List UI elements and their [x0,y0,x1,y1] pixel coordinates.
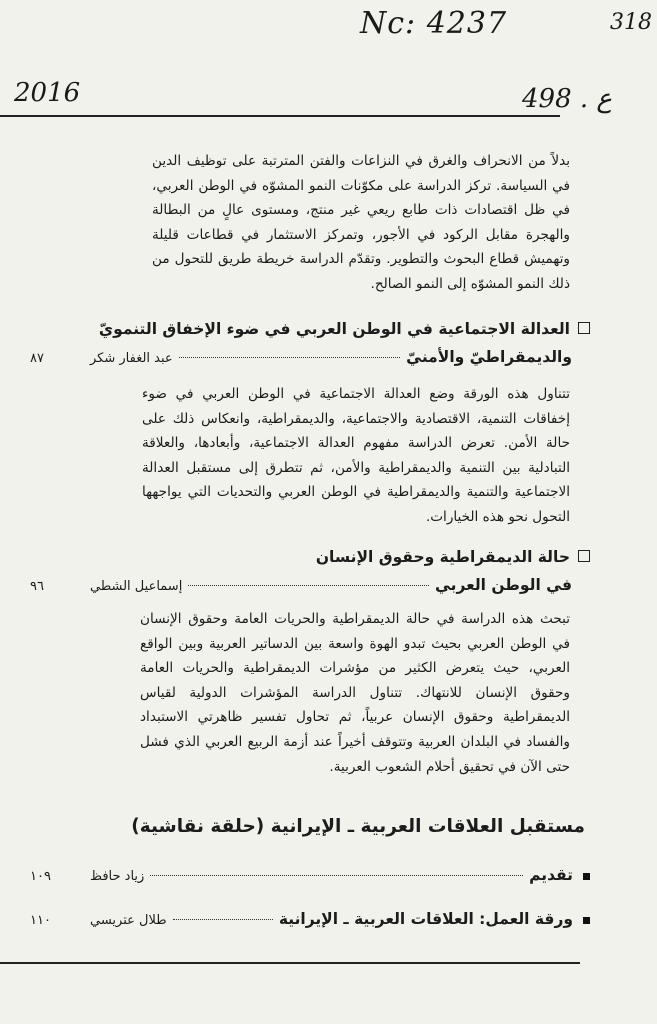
handwritten-page-number: 318 [610,10,652,35]
entry-author: عبد الغفار شكر [90,351,173,366]
entry-page: ٨٧ [30,351,44,366]
leader-dots [150,875,523,876]
toc-entry-social-justice [30,320,590,376]
checkbox-icon [578,322,590,334]
entry-author: زياد حافظ [90,869,145,884]
entry-title-line [30,548,590,576]
entry-author: إسماعيل الشطي [90,579,183,594]
entry-title-line [30,348,590,376]
entry-abstract: تتناول هذه الورقة وضع العدالة الاجتماعية في الوطن العربي في ضوء إخفاقات التنمية، الاقتصادية والاجتماعية، والديمقراطية، وانعكاس ذلك على حالة الأمن. تعرض الدراسة مفهوم العدالة الاجتماعية، وأبعادها، والعلاقة التبادلية بين التنمية والديمقراطية والأمن، ثم تتطرق إلى مستقبل العدالة الاجتماعية والتنمية والديمقراطية في الوطن العربي والتحديات التي يواجهها التحول نحو هذه الخيارات. [142,386,570,525]
top-rule [0,115,560,117]
entry-title-continued: في الوطن العربي [434,576,572,594]
entry-title-continued: والديمقراطيّ والأمنيّ [406,348,572,366]
leader-dots [173,919,273,920]
toc-entry-introduction [30,866,590,894]
entry-title-line [30,320,590,348]
entry-page: ١١٠ [30,913,51,928]
leader-dots [188,585,429,586]
entry-page: ١٠٩ [30,869,51,884]
toc-entry-working-paper [30,910,590,938]
handwritten-year: 2016 [14,78,81,108]
section-heading: مستقبل العلاقات العربية ـ الإيرانية (حلقة نقاشية) [131,816,585,837]
entry-page: ٩٦ [30,579,44,594]
entry-title-line [30,910,590,938]
toc-entry-democracy [30,548,590,604]
intro-paragraph: بدلاً من الانحراف والغرق في النزاعات والفتن المترتبة على توظيف الدين في السياسة. تركز الدراسة على مكوّنات النمو المشوّه في الوطن العربي، في ظل اقتصادات ذات طابع ريعي غير منتج، ومستوى عالٍ من البطالة والهجرة مقابل الركود في الأجور، وتمركز الاستثمار في قطاعات قليلة وتهميش قطاع البحوث والتطوير. وتقدّم الدراسة خريطة طريق للتحول من ذلك النمو المشوّه إلى النمو الصالح. [152,153,570,292]
handwritten-code: 498 . ع [522,84,612,114]
entry-title-line [30,866,590,894]
entry-abstract: تبحث هذه الدراسة في حالة الديمقراطية والحريات العامة وحقوق الإنسان في الوطن العربي بحيث تبدو الهوة واسعة بين الدساتير العربية وبين الواقع العربي، حيث يتعرض الكثير من مؤشرات الديمقراطية والحريات العامة وحقوق الإنسان للانتهاك. تتناول الدراسة المؤشرات الدولية لقياس الديمقراطية وحقوق الإنسان عربياً، ثم تحاول تفسير ظاهرتي الاستبداد والفساد في البلدان العربية وتتوقف أخيراً عند أزمة الربيع العربي الذي فشل حتى الآن في تحقيق أحلام الشعوب العربية. [140,611,570,775]
bullet-icon [583,917,590,924]
entry-title-line [30,576,590,604]
leader-dots [179,357,401,358]
entry-title: ورقة العمل: العلاقات العربية ـ الإيرانية [278,910,573,928]
bottom-rule [0,962,580,964]
entry-author: طلال عتريسي [90,913,167,928]
entry-title: تقديم [529,866,573,884]
bullet-icon [583,873,590,880]
entry-title: العدالة الاجتماعية في الوطن العربي في ضوء الإخفاق التنمويّ [98,320,570,338]
handwritten-catalog-number: Nc: 4237 [360,6,508,41]
checkbox-icon [578,550,590,562]
entry-title: حالة الديمقراطية وحقوق الإنسان [315,548,570,566]
